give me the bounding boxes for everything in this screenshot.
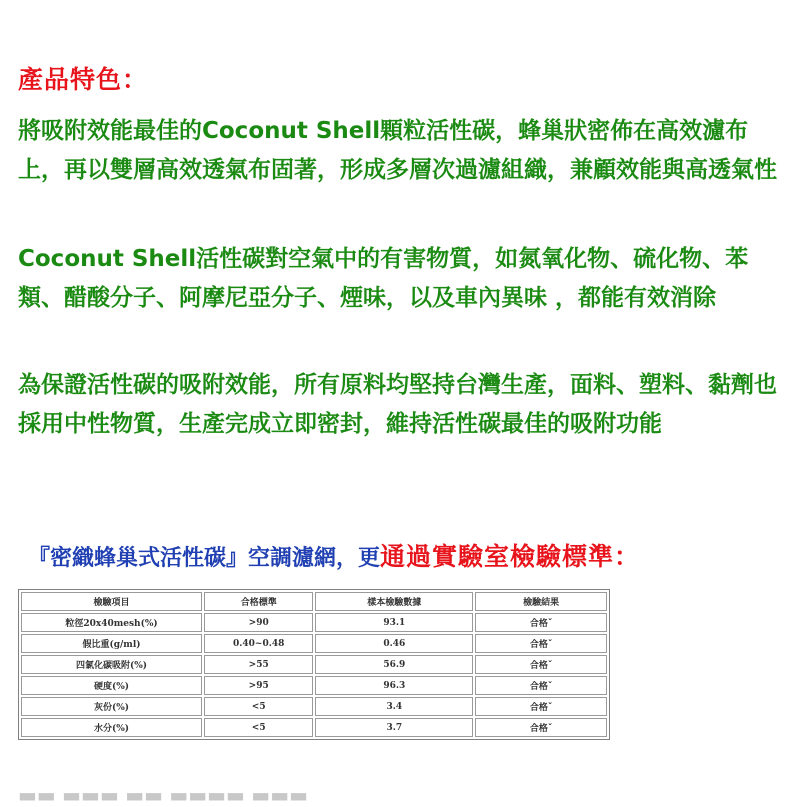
table-cell: 0.46: [315, 634, 473, 653]
table-cell: >90: [204, 613, 313, 632]
feature-paragraph-3: 為保證活性碳的吸附效能，所有原料均堅持台灣生產，面料、塑料、黏劑也採用中性物質，生產完成立即密封，維持活性碳最佳的吸附功能: [18, 372, 777, 437]
test-title-blue: 『密織蜂巢式活性碳』空調濾網，更: [28, 546, 381, 571]
table-cell: 灰份(%): [21, 697, 202, 716]
table-cell: 合格ˇ: [475, 655, 607, 674]
table-row: [21, 676, 607, 695]
table-header: 檢驗項目: [21, 592, 202, 611]
table-header: 檢驗結果: [475, 592, 607, 611]
feature-paragraph-1: 將吸附效能最佳的Coconut Shell顆粒活性碳，蜂巢狀密佈在高效濾布上，再以雙層高效透氣布固著，形成多層次過濾組織，兼顧效能與高透氣性: [18, 118, 777, 183]
test-section-title: [28, 537, 640, 573]
table-cell: 0.40~0.48: [204, 634, 313, 653]
table-row: [21, 634, 607, 653]
table-header-row: [21, 592, 607, 611]
table-cell: 水分(%): [21, 718, 202, 737]
table-cell: <5: [204, 697, 313, 716]
table-cell: >95: [204, 676, 313, 695]
table-cell: 粒徑20x40mesh(%): [21, 613, 202, 632]
table-cell: 合格ˇ: [475, 718, 607, 737]
table-cell: 合格ˇ: [475, 613, 607, 632]
feature-paragraph-2: Coconut Shell活性碳對空氣中的有害物質，如氮氧化物、硫化物、苯類、醋酸分子、阿摩尼亞分子、煙味，以及車內異味 ，都能有效消除: [18, 246, 749, 311]
table-cell: 假比重(g/ml): [21, 634, 202, 653]
table-cell: 合格ˇ: [475, 697, 607, 716]
table-cell: <5: [204, 718, 313, 737]
table-cell: 合格ˇ: [475, 634, 607, 653]
page-heading: 產品特色：: [18, 65, 149, 94]
table-cell: 56.9: [315, 655, 473, 674]
table-cell: >55: [204, 655, 313, 674]
cut-off-text-line: ▬▬ ▬▬▬ ▬▬ ▬▬▬▬ ▬▬▬: [18, 783, 308, 807]
table-cell: 96.3: [315, 676, 473, 695]
table-cell: 3.4: [315, 697, 473, 716]
test-title-red: 通過實驗室檢驗標準：: [380, 542, 641, 571]
table-cell: 93.1: [315, 613, 473, 632]
table-cell: 四氯化碳吸附(%): [21, 655, 202, 674]
table-row: [21, 718, 607, 737]
table-row: [21, 655, 607, 674]
test-results-table: [18, 589, 610, 740]
table-row: [21, 613, 607, 632]
table-cell: 硬度(%): [21, 676, 202, 695]
table-cell: 3.7: [315, 718, 473, 737]
table-cell: 合格ˇ: [475, 676, 607, 695]
table-header: 合格標準: [204, 592, 313, 611]
table-header: 樣本檢驗數據: [315, 592, 473, 611]
table-row: [21, 697, 607, 716]
